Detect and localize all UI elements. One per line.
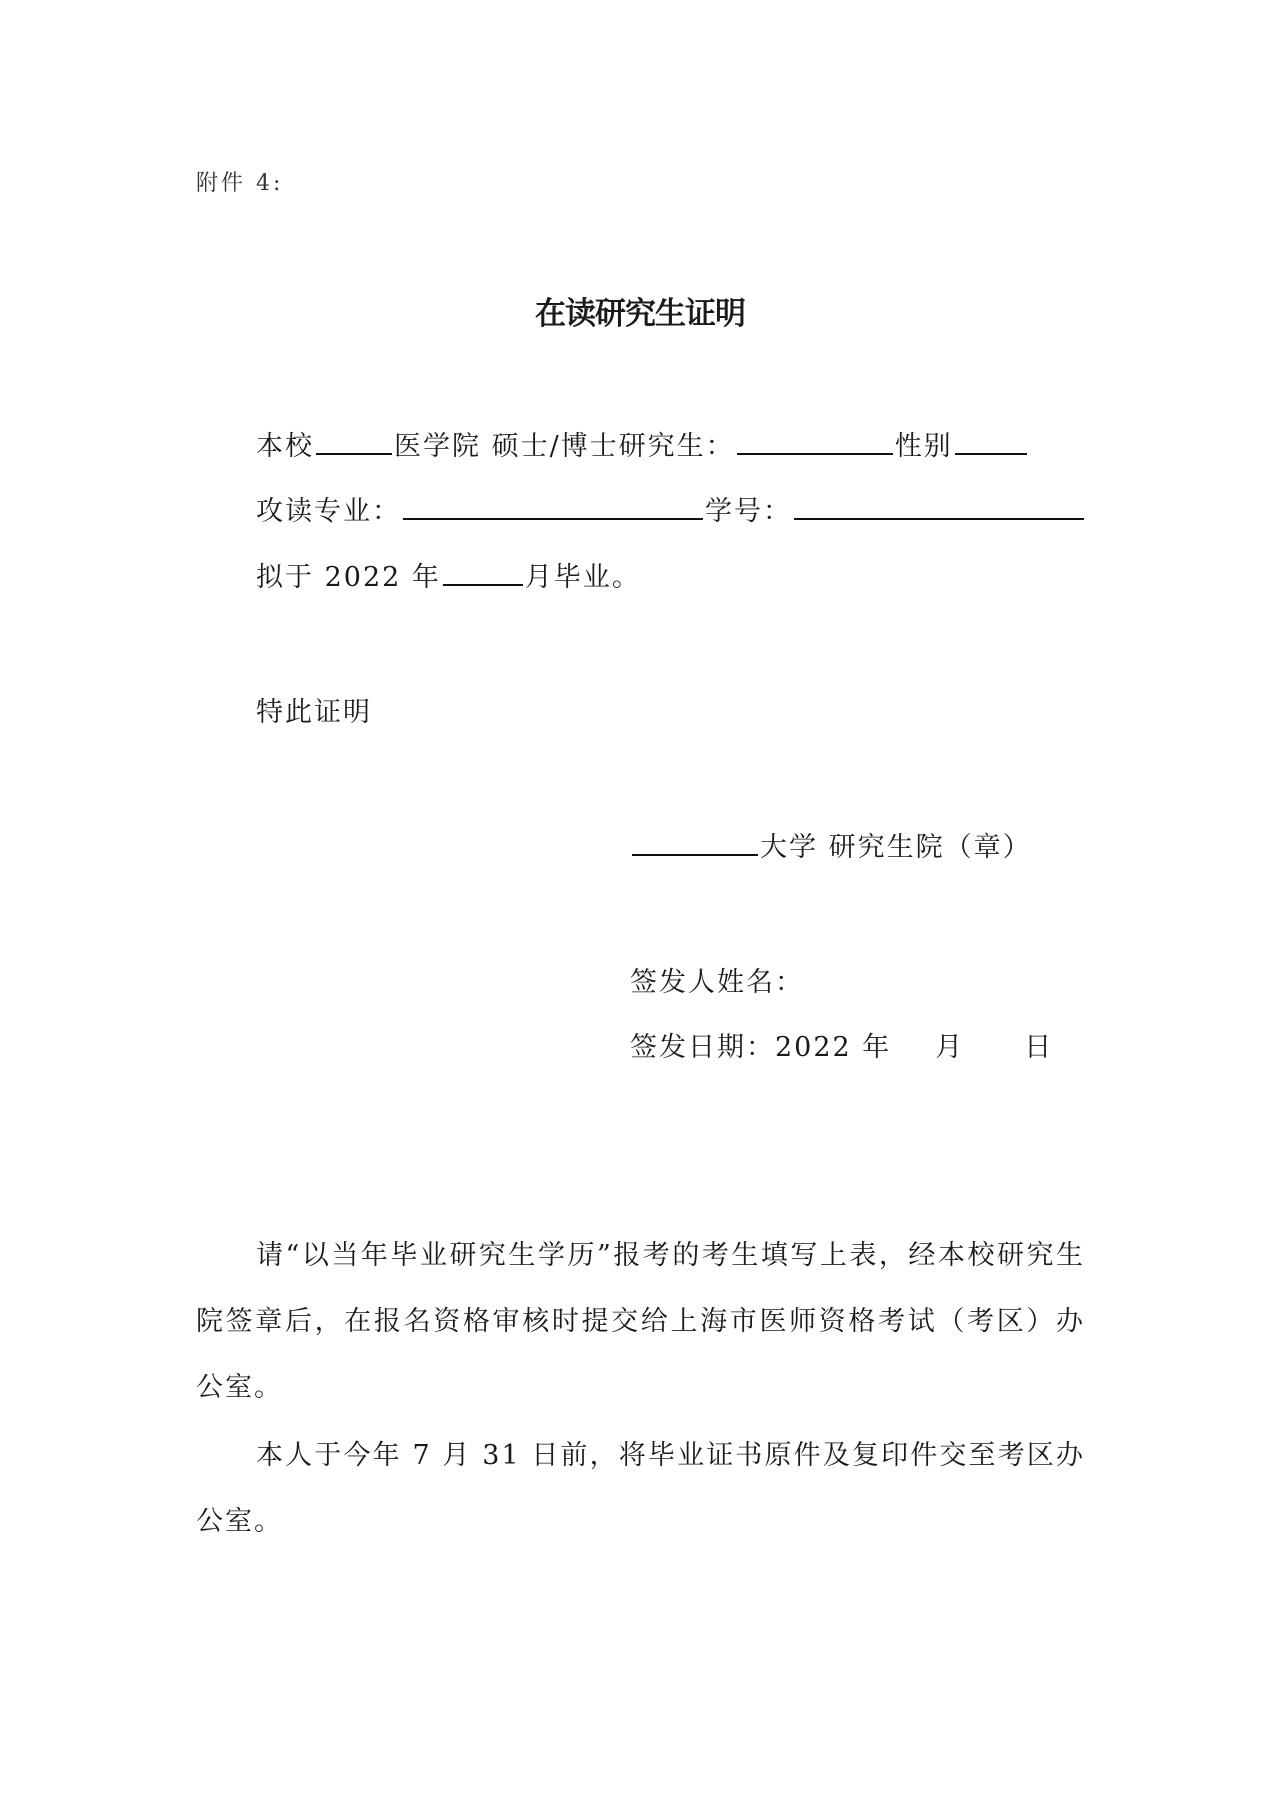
graduation-month-blank[interactable] xyxy=(443,583,523,586)
form-line-school xyxy=(256,424,1029,463)
school-suffix: 医学院 硕士/博士研究生： xyxy=(394,431,735,462)
sign-day-label: 日 xyxy=(1024,1032,1054,1063)
school-prefix: 本校 xyxy=(256,431,314,462)
gender-blank[interactable] xyxy=(955,452,1027,455)
instruction-paragraph: 请“以当年毕业研究生学历”报考的考生填写上表，经本校研究生院签章后，在报名资格审核时提交给上海市医师资格考试（考区）办公室。 xyxy=(196,1240,1085,1403)
name-blank[interactable] xyxy=(737,452,893,455)
student-id-label: 学号： xyxy=(705,496,792,527)
gender-label: 性别 xyxy=(894,431,953,462)
sign-date-label: 签发日期：2022 年 xyxy=(630,1032,892,1063)
university-seal-label: 大学 研究生院（章） xyxy=(760,832,1032,863)
graduation-suffix: 月毕业。 xyxy=(524,562,641,593)
university-seal-line xyxy=(630,825,1032,864)
certify-text: 特此证明 xyxy=(256,697,372,728)
sign-date-line xyxy=(630,1025,1053,1064)
major-blank[interactable] xyxy=(403,517,703,520)
document-title: 在读研究生证明 xyxy=(535,296,745,332)
school-blank[interactable] xyxy=(316,452,392,455)
university-blank[interactable] xyxy=(632,853,758,856)
form-line-major xyxy=(256,489,1086,528)
sign-month-label: 月 xyxy=(935,1032,965,1063)
attachment-label: 附件 4: xyxy=(196,171,284,196)
commitment-paragraph: 本人于今年 7 月 31 日前，将毕业证书原件及复印件交至考区办公室。 xyxy=(196,1440,1085,1537)
major-label: 攻读专业： xyxy=(256,496,401,527)
graduation-prefix: 拟于 2022 年 xyxy=(256,562,441,593)
student-id-blank[interactable] xyxy=(794,517,1084,520)
signer-name-label: 签发人姓名： xyxy=(630,967,804,998)
form-line-graduation xyxy=(256,555,641,594)
